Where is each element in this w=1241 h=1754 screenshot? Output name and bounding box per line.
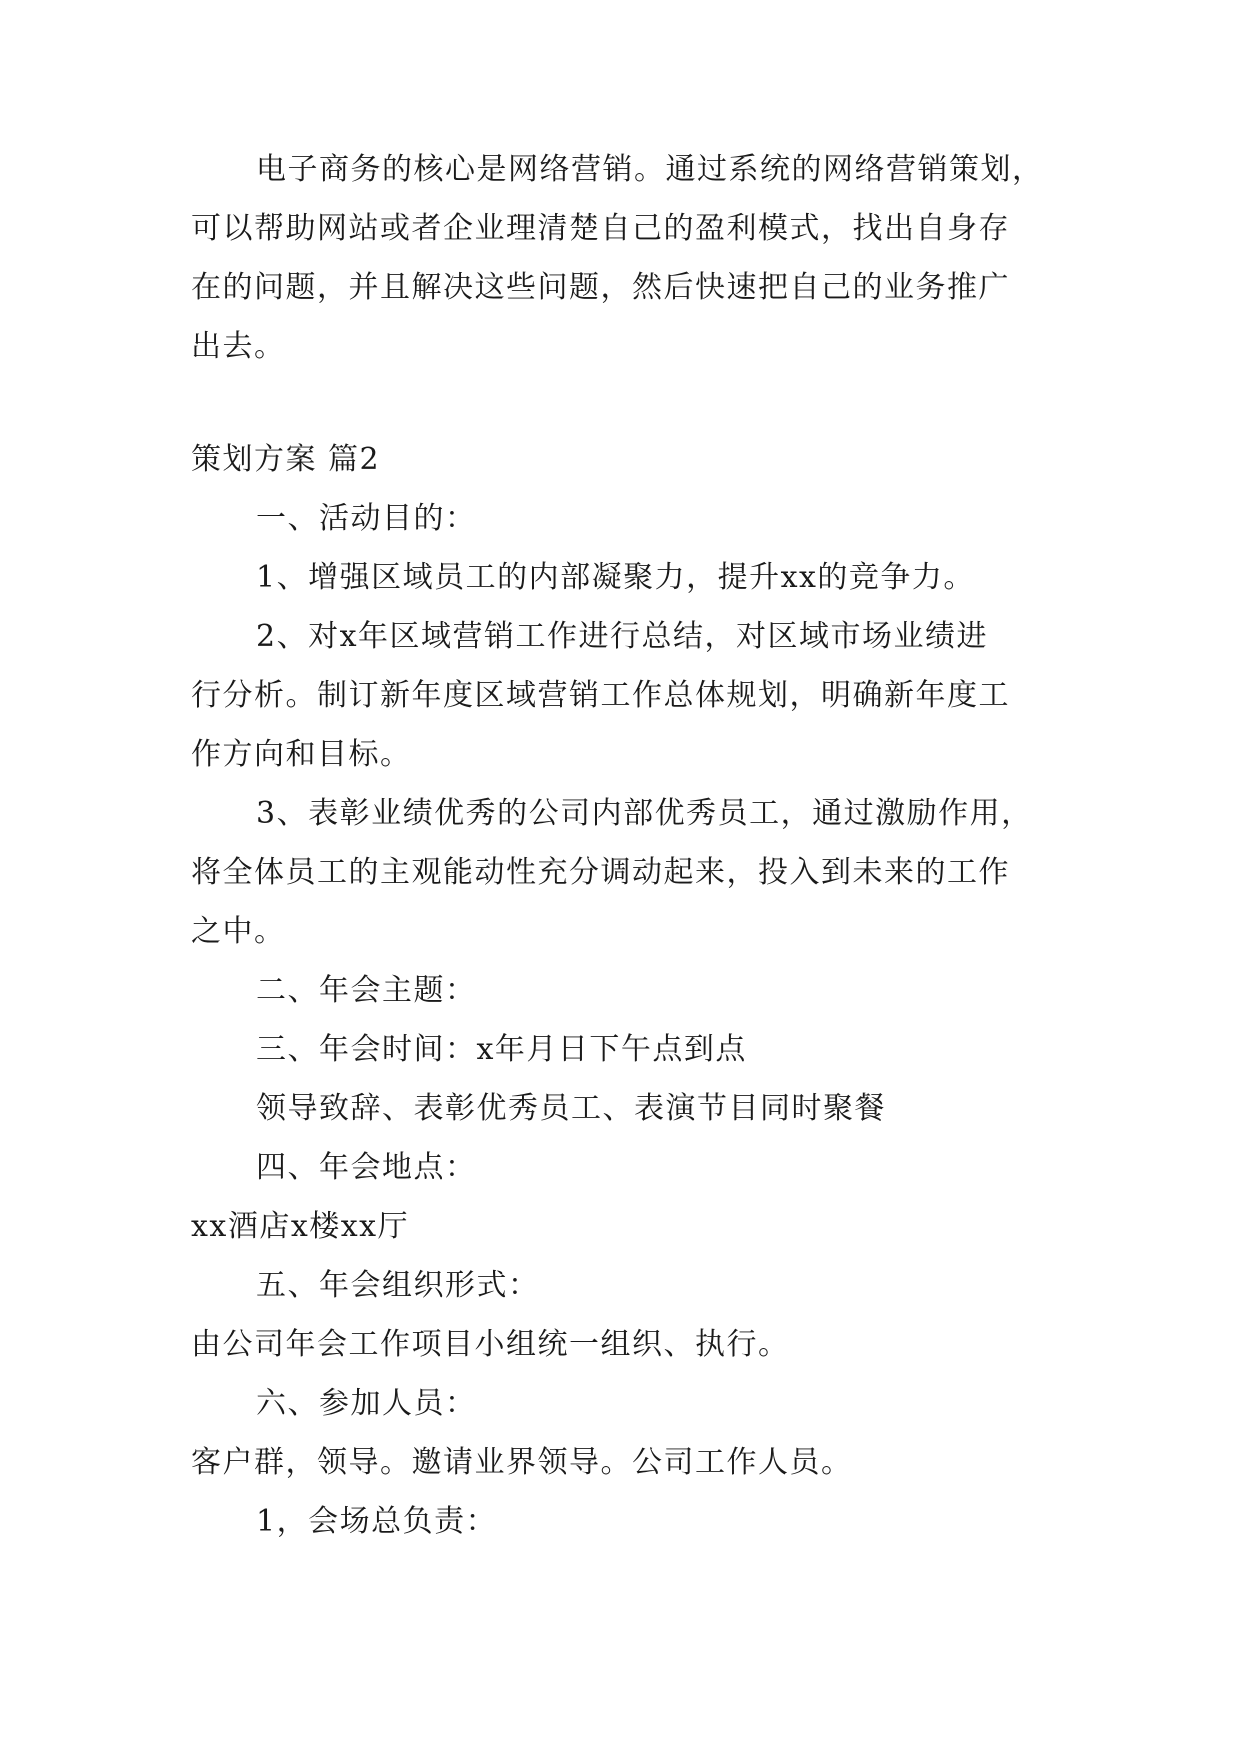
intro-paragraph-line: 在的问题，并且解决这些问题，然后快速把自己的业务推广 xyxy=(191,270,1010,305)
venue-lead: 1，会场总负责： xyxy=(256,1504,498,1539)
intro-paragraph-line: 出去。 xyxy=(191,329,286,364)
participants-value: 客户群，领导。邀请业界领导。公司工作人员。 xyxy=(191,1445,853,1480)
purpose-item-1: 1、增强区域员工的内部凝聚力，提升xx的竞争力。 xyxy=(256,560,975,595)
location-title: 四、年会地点： xyxy=(256,1150,477,1185)
theme-title: 二、年会主题： xyxy=(256,973,477,1008)
purpose-item-2-line: 2、对x年区域营销工作进行总结，对区域市场业绩进 xyxy=(256,619,989,654)
intro-paragraph-line: 电子商务的核心是网络营销。通过系统的网络营销策划， xyxy=(256,152,1044,187)
section-heading: 策划方案 篇2 xyxy=(191,442,381,477)
participants-title: 六、参加人员： xyxy=(256,1386,477,1421)
intro-paragraph-line: 可以帮助网站或者企业理清楚自己的盈利模式，找出自身存 xyxy=(191,211,1010,246)
form-value: 由公司年会工作项目小组统一组织、执行。 xyxy=(191,1327,790,1362)
time-title: 三、年会时间：x年月日下午点到点 xyxy=(256,1032,747,1067)
location-value: xx酒店x楼xx厅 xyxy=(191,1209,410,1244)
purpose-item-3-line: 之中。 xyxy=(191,914,286,949)
purpose-title: 一、活动目的： xyxy=(256,501,477,536)
purpose-item-3-line: 将全体员工的主观能动性充分调动起来，投入到未来的工作 xyxy=(191,855,1010,890)
purpose-item-2-line: 行分析。制订新年度区域营销工作总体规划，明确新年度工 xyxy=(191,678,1010,713)
purpose-item-3-line: 3、表彰业绩优秀的公司内部优秀员工，通过激励作用， xyxy=(256,796,1033,831)
purpose-item-2-line: 作方向和目标。 xyxy=(191,737,412,772)
time-detail: 领导致辞、表彰优秀员工、表演节目同时聚餐 xyxy=(256,1091,886,1126)
form-title: 五、年会组织形式： xyxy=(256,1268,540,1303)
